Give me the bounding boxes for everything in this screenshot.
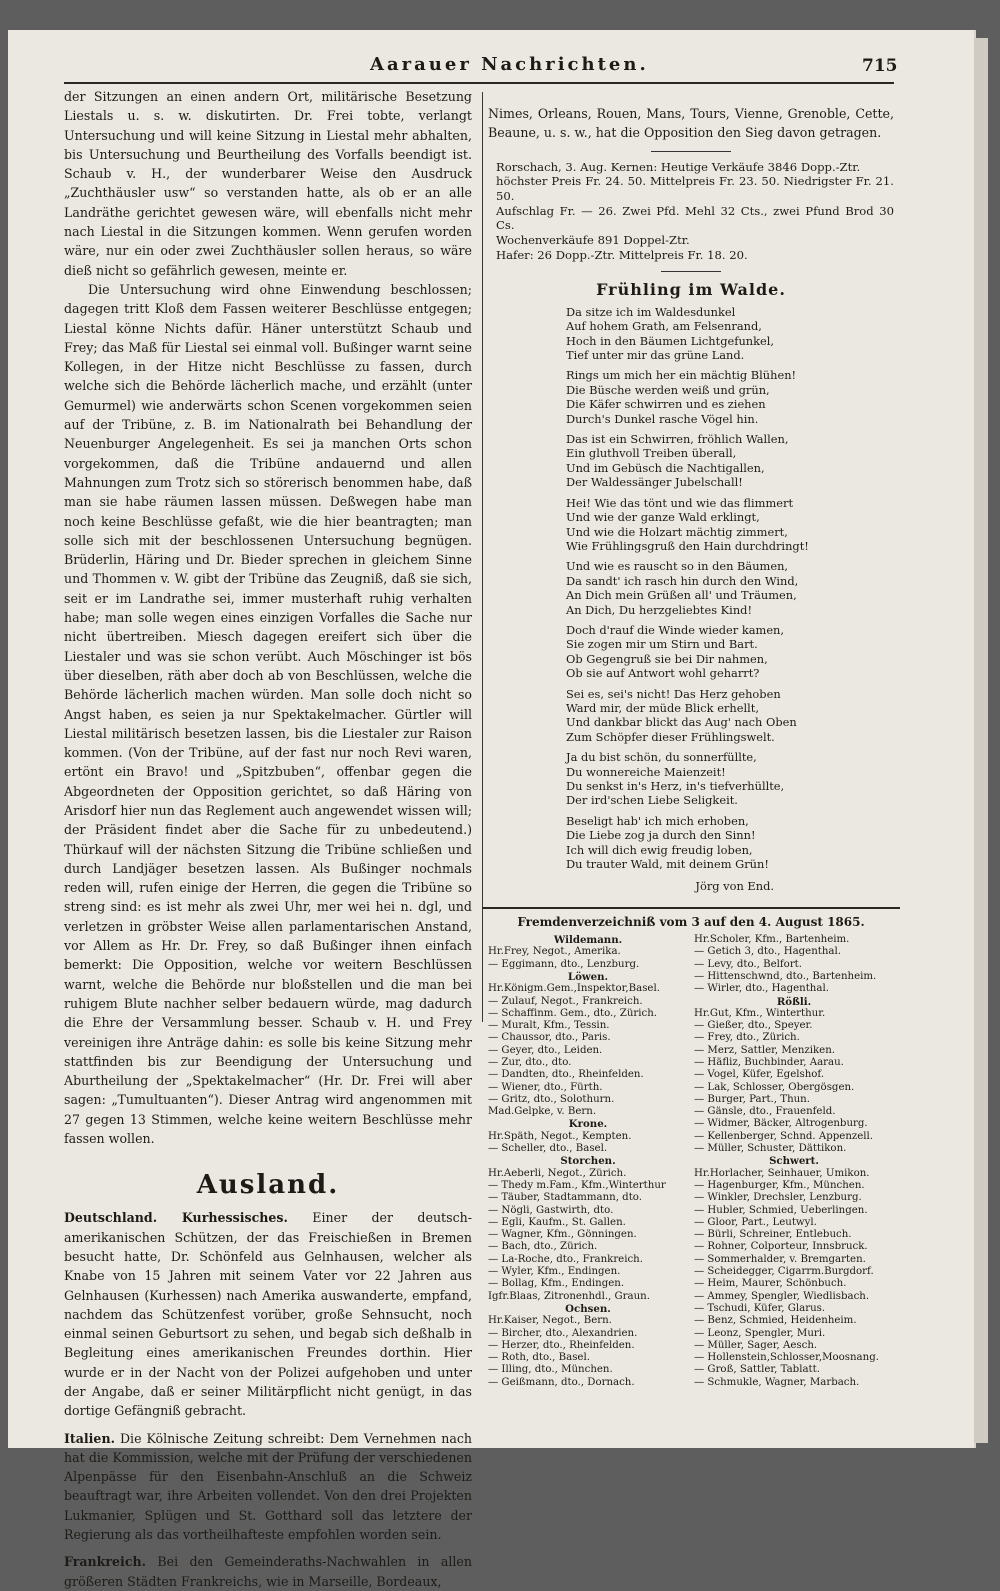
guest-entry: — Heim, Maurer, Schönbuch.: [694, 1278, 847, 1290]
poem-line: Doch d'rauf die Winde wieder kamen,: [566, 622, 785, 637]
guest-entry: Hr.Kaiser, Negot., Bern.: [488, 1315, 612, 1327]
guest-entry: — Gänsle, dto., Frauenfeld.: [694, 1106, 836, 1118]
poem-line: Auf hohem Grath, am Felsenrand,: [566, 319, 762, 334]
market-line: höchster Preis Fr. 24. 50. Mittelpreis Fr. 23. 50. Niedrigster Fr. 21. 50.: [496, 174, 894, 203]
guest-entry: — Eggimann, dto., Lenzburg.: [488, 958, 640, 970]
poem-line: Und wie die Holzart mächtig zimmert,: [566, 524, 788, 539]
guest-entry: — Hubler, Schmied, Ueberlingen.: [694, 1204, 868, 1216]
poem-line: An Dich mein Grüßen all' und Träumen,: [566, 588, 797, 603]
page-edge: [974, 38, 988, 1443]
guest-entry: — La-Roche, dto., Frankreich.: [488, 1253, 643, 1265]
poem-line: Tief unter mir das grüne Land.: [566, 348, 745, 363]
poem-line: Ein gluthvoll Treiben überall,: [566, 446, 737, 461]
separator-rule: [482, 907, 900, 909]
poem-line: Das ist ein Schwirren, fröhlich Wallen,: [566, 432, 789, 447]
hotel-heading: Krone.: [568, 1118, 608, 1131]
guest-entry: — Rohner, Colporteur, Innsbruck.: [694, 1241, 868, 1253]
poem-line: Und dankbar blickt das Aug' nach Oben: [566, 715, 797, 730]
news-france: [64, 1552, 472, 1591]
guest-entry: — Zur, dto., dto.: [488, 1057, 572, 1068]
poem-line: Ob Gegengruß sie bei Dir nahmen,: [566, 651, 768, 666]
poem-line: Ja du bist schön, du sonnerfüllte,: [566, 750, 757, 765]
guest-list-title: Fremdenverzeichniß vom 3 auf den 4. August 1865.: [517, 914, 865, 929]
poem-line: Ich will dich ewig freudig loben,: [566, 842, 753, 857]
guest-entry: — Scheller, dto., Basel.: [488, 1143, 608, 1155]
guest-entry: Hr.Königm.Gem.,Inspektor,Basel.: [488, 983, 660, 995]
guest-entry: — Wirler, dto., Hagenthal.: [694, 983, 829, 995]
poem-line: Zum Schöpfer dieser Frühlingswelt.: [566, 729, 775, 744]
hotel-heading: Löwen.: [567, 970, 609, 983]
poem-line: Hei! Wie das tönt und wie das flimmert: [566, 495, 794, 510]
guest-entry: Hr.Horlacher, Seinhauer, Umikon.: [694, 1167, 870, 1179]
guest-entry: — Egli, Kaufm., St. Gallen.: [488, 1216, 626, 1228]
guest-entry: — Thedy m.Fam., Kfm.,Winterthur: [488, 1179, 666, 1191]
guest-entry: — Scheidegger, Cigarrm.Burgdorf.: [694, 1266, 874, 1278]
hotel-heading: Storchen.: [560, 1155, 616, 1168]
column-divider: [482, 92, 483, 1022]
guest-entry: — Bürli, Schreiner, Entlebuch.: [694, 1229, 852, 1241]
poem-line: Sei es, sei's nicht! Das Herz gehoben: [566, 686, 781, 701]
market-line: Rorschach, 3. Aug. Kernen: Heutige Verkäufe 3846 Dopp.-Ztr.: [496, 159, 861, 174]
guest-entry: — Geyer, dto., Leiden.: [488, 1044, 603, 1056]
poem-line: Du senkst in's Herz, in's tiefverhüllte,: [566, 779, 785, 793]
guest-entry: — Bollag, Kfm., Endingen.: [488, 1278, 625, 1290]
guest-entry: — Muralt, Kfm., Tessin.: [488, 1020, 610, 1032]
guest-entry: — Hollenstein,Schlosser,Moosnang.: [694, 1352, 879, 1364]
poem-line: Du wonnereiche Maienzeit!: [566, 764, 726, 779]
article-paragraph: Die Untersuchung wird ohne Einwendung beschlossen; dagegen tritt Kloß dem Fassen weiterer Beschlüsse entgegen; Liestal könne Nichts dafür. Häner unterstützt Schaub und Frey; das Maß für Liestal sei einmal voll. Bußinger warnt seine Kollegen, in der Hitze nicht Beschlüsse zu fassen, durch welche sich die Behörde lächerlich mache, und erzählt (unter Gemurmel) wie anderwärts schon Scenen vorgekommen seien auf der Tribüne, z. B. im Nationalrath bei Behandlung der Neuenburger Angelegenheit. Es sei ja manchen Orts schon vorgekommen, daß die Tribüne andauernd und allen Mahnungen zum Trotz sich so störerisch benommen habe, daß man sie habe räumen lassen müssen. Deßwegen habe man noch keine Beschlüsse gefaßt, wie die hier beantragten; man solle sich mit der beschlossenen Untersuchung begnügen. Brüderlin, Häring und Dr. Bieder sprechen in gleichem Sinne und Thommen v. W. gibt der Tribüne das Zeugniß, daß sie sich, seit er im Landrathe sei, immer musterhaft ruhig verhalten habe; man solle wegen eines einzigen Vorfalles die Sache nur nicht übertreiben. Miesch dagegen ereifert sich über die Liestaler und was sie schon verübt. Auch Möschinger ist bös über dieselben, räth aber doch ab von Beschlüssen, welche die Behörde lächerlich machen würden. Man solle doch nicht so Angst haben, es seien ja nur Spektakelmacher. Gürtler will Liestal militärisch besetzen lassen, bis die Liestaler zur Raison kommen. (Von der Tribüne, auf der fast nur noch Revi waren, ertönt ein Bravo! und „Spitzbuben“, offenbar gegen die Abgeordneten der Opposition gerichtet, so daß Häring von Arisdorf hier nun das Reglement auch angewendet wissen will; der Präsident findet aber die Sache für zu unbedeutend.) Thürkauf will der nächsten Sitzung die Tribüne schließen und durch Landjäger besetzen lassen. Als Bußinger nochmals reden will, rufen einige der Herren, die gegen die Tribüne so streng sind: es ist mehr als zwei Uhr, mer wei hei n. dgl, und verletzen in gröbster Weise allen parlamentarischen Anstand, vor Allem as Hr. Dr. Frey, so daß Bußinger ihnen einfach bemerkt: Die Opposition, welche vor weitern Beschlüssen warnt, welche die Behörde nur bloßstellen und die man bei ruhigem Blute nachher selber bedauern würde, mag dadurch die Ehre der Versammlung besser. Schaub v. H. und Frey vereinigen ihre Anträge dahin: es solle bis keine Sitzung mehr stattfinden bis zur Beendigung der Untersuchung und Aburtheilung der „Spektakelmacher“ (Hr. Dr. Frei will aber sagen: „Tumultuanten“). Dieser Antrag wird angenommen mit 27 gegen 13 Stimmen, welche keine weitern Beschlüsse mehr fassen wollen.: [64, 281, 472, 1147]
poem-stanza: [566, 814, 894, 872]
poem-line: Wie Frühlingsgruß den Hain durchdringt!: [566, 538, 809, 553]
guest-entry: — Tschudi, Küfer, Glarus.: [694, 1302, 826, 1314]
guest-entry: Mad.Gelpke, v. Bern.: [488, 1106, 597, 1118]
poem-line: Durch's Dunkel rasche Vögel hin.: [566, 411, 759, 426]
guest-entry: — Bach, dto., Zürich.: [488, 1241, 598, 1253]
poem-line: Ob sie auf Antwort wohl geharrt?: [566, 666, 760, 681]
poem-stanza: [566, 368, 894, 426]
separator-rule: [651, 151, 731, 152]
guest-entry: — Leonz, Spengler, Muri.: [694, 1327, 826, 1339]
poem-line: Ward mir, der müde Blick erhellt,: [566, 700, 759, 715]
guest-entry: — Chaussor, dto., Paris.: [488, 1032, 611, 1044]
left-column: [64, 87, 472, 1591]
news-germany: [64, 1208, 472, 1420]
guest-entry: — Benz, Schmied, Heidenheim.: [694, 1315, 857, 1327]
poem-line: Und im Gebüsch die Nachtigallen,: [566, 460, 765, 475]
guest-entry: — Widmer, Bäcker, Altrogenburg.: [694, 1118, 868, 1130]
poem-stanza: [566, 750, 894, 808]
guest-entry: Igfr.Blaas, Zitronenhdl., Graun.: [488, 1290, 650, 1302]
guest-entry: — Müller, Sager, Aesch.: [694, 1339, 818, 1351]
page-number: 715: [862, 56, 898, 76]
guest-entry: — Burger, Part., Thun.: [694, 1093, 810, 1105]
guest-entry: — Ammey, Spengler, Wiedlisbach.: [694, 1290, 870, 1302]
hotel-heading: Wildemann.: [553, 934, 623, 947]
news-lead: Italien.: [64, 1430, 115, 1446]
guest-list-left-column: [488, 934, 688, 1389]
page-header-title: Aarauer Nachrichten.: [370, 54, 649, 75]
poem-line: Der Waldessänger Jubelschall!: [566, 475, 743, 490]
news-lead: Frankreich.: [64, 1554, 147, 1570]
guest-entry: — Kellenberger, Schnd. Appenzell.: [694, 1130, 874, 1142]
guest-entry: — Gießer, dto., Speyer.: [694, 1020, 813, 1032]
poem-line: An Dich, Du herzgeliebtes Kind!: [566, 602, 753, 617]
guest-entry: — Gloor, Part., Leutwyl.: [694, 1216, 817, 1228]
news-text: Einer der deutsch-amerikanischen Schützen, der das Freischießen in Bremen besucht hatte, Dr. Schönfeld aus Gelnhausen, welcher als Knabe von 15 Jahren mit seinem Vater vor 22 Jahren aus Gelnhausen (Kurhessen) nach Amerika auswanderte, empfand, nachdem das Schützenfest vorüber, große Sehnsucht, noch einmal seinen Geburtsort zu sehen, und begab sich deßhalb in Begleitung eines amerikanischen Freundes dorthin. Hier wurde er in der Nacht von der Polizei aufgehoben und unter der Angabe, daß er seiner Militärpflicht nicht genügt, in das dortige Gefängniß gebracht.: [64, 1210, 472, 1419]
poem-line: Und wie der ganze Wald erklingt,: [566, 510, 760, 525]
guest-entry: — Zulauf, Negot., Frankreich.: [488, 995, 643, 1007]
section-title-ausland: Ausland.: [196, 1170, 340, 1201]
guest-entry: — Hagenburger, Kfm., München.: [694, 1179, 865, 1191]
hotel-heading: Rößli.: [776, 995, 812, 1008]
guest-entry: — Illing, dto., München.: [488, 1364, 613, 1376]
poem-title: Frühling im Walde.: [596, 279, 786, 299]
guest-entry: — Schmukle, Wagner, Marbach.: [694, 1376, 860, 1388]
market-line: Wochenverkäufe 891 Doppel-Ztr.: [496, 233, 690, 248]
hotel-heading: Schwert.: [769, 1155, 819, 1168]
poem-line: Da sitze ich im Waldesdunkel: [566, 304, 736, 319]
guest-entry: — Vogel, Küfer, Egelshof.: [694, 1069, 825, 1081]
header-rule: [64, 82, 894, 84]
right-column: [488, 104, 894, 1389]
poem-line: Da sandt' ich rasch hin durch den Wind,: [566, 573, 799, 588]
guest-entry: Hr.Scholer, Kfm., Bartenheim.: [694, 934, 850, 946]
guest-entry: — Wiener, dto., Fürth.: [488, 1081, 603, 1093]
guest-entry: — Levy, dto., Belfort.: [694, 958, 803, 970]
poem-line: Beseligt hab' ich mich erhoben,: [566, 813, 749, 828]
guest-entry: — Roth, dto., Basel.: [488, 1352, 590, 1364]
poem-stanza: [566, 305, 894, 363]
guest-entry: Hr.Gut, Kfm., Winterthur.: [694, 1007, 826, 1019]
article-continuation: Nimes, Orleans, Rouen, Mans, Tours, Vienne, Grenoble, Cette, Beaune, u. s. w., hat die Opposition den Sieg davon getragen.: [488, 106, 894, 141]
guest-entry: — Groß, Sattler, Tablatt.: [694, 1364, 820, 1376]
guest-entry: — Geißmann, dto., Dornach.: [488, 1376, 635, 1388]
news-text: Die Kölnische Zeitung schreibt: Dem Vernehmen nach hat die Kommission, welche mit der Prüfung der verschiedenen Alpenpässe für den Eisenbahn-Anschluß an die Schweiz beauftragt war, ihre Arbeiten vollendet. Von den drei Projekten Lukmanier, Splügen und St. Gotthard soll das letztere der Regierung als das vortheilhafteste empfohlen worden sein.: [64, 1430, 472, 1543]
guest-entry: — Merz, Sattler, Menziken.: [694, 1044, 836, 1056]
guest-entry: — Dandten, dto., Rheinfelden.: [488, 1069, 644, 1081]
guest-list-right-column: [694, 934, 894, 1389]
poem-line: Rings um mich her ein mächtig Blühen!: [566, 368, 797, 383]
guest-entry: — Sommerhalder, v. Bremgarten.: [694, 1253, 866, 1265]
guest-entry: — Schaffinm. Gem., dto., Zürich.: [488, 1007, 658, 1019]
guest-list: [488, 934, 894, 1389]
guest-entry: — Lak, Schlosser, Obergösgen.: [694, 1081, 855, 1093]
poem-stanza: [566, 687, 894, 745]
news-text: Bei den Gemeinderaths-Nachwahlen in allen größeren Städten Frankreichs, wie in Marseille, Bordeaux,: [64, 1554, 472, 1589]
market-report: [496, 160, 894, 263]
guest-entry: — Täuber, Stadtammann, dto.: [488, 1192, 642, 1204]
poem-line: Die Büsche werden weiß und grün,: [566, 382, 770, 397]
guest-entry: — Winkler, Drechsler, Lenzburg.: [694, 1192, 862, 1204]
guest-entry: — Wagner, Kfm., Gönningen.: [488, 1229, 637, 1241]
guest-entry: — Häfliz, Buchbinder, Aarau.: [694, 1057, 844, 1068]
poem-line: Der ird'schen Liebe Seligkeit.: [566, 793, 738, 808]
poem-stanza: [566, 623, 894, 681]
poem-stanza: [566, 559, 894, 617]
hotel-heading: Ochsen.: [565, 1302, 611, 1315]
poem-line: Die Käfer schwirren und es ziehen: [566, 397, 766, 412]
poem-line: Die Liebe zog ja durch den Sinn!: [566, 828, 756, 843]
poem-stanza: [566, 432, 894, 490]
poem-line: Du trauter Wald, mit deinem Grün!: [566, 857, 769, 872]
market-line: Hafer: 26 Dopp.-Ztr. Mittelpreis Fr. 18. 20.: [496, 247, 748, 262]
news-italy: [64, 1429, 472, 1545]
market-line: Aufschlag Fr. — 26. Zwei Pfd. Mehl 32 Cts., zwei Pfund Brod 30 Cs.: [496, 203, 894, 233]
guest-entry: — Gritz, dto., Solothurn.: [488, 1093, 615, 1105]
guest-entry: — Herzer, dto., Rheinfelden.: [488, 1339, 635, 1351]
poem: [566, 305, 894, 872]
separator-rule: [661, 271, 721, 272]
poem-stanza: [566, 496, 894, 554]
guest-entry: — Hittenschwnd, dto., Bartenheim.: [694, 970, 877, 982]
guest-entry: — Bircher, dto., Alexandrien.: [488, 1327, 638, 1339]
guest-entry: Hr.Frey, Negot., Amerika.: [488, 946, 621, 958]
guest-entry: — Frey, dto., Zürich.: [694, 1032, 800, 1044]
guest-entry: — Müller, Schuster, Dättikon.: [694, 1143, 847, 1155]
poem-author: Jörg von End.: [695, 879, 774, 894]
poem-line: Sie zogen mir um Stirn und Bart.: [566, 637, 758, 652]
news-lead: Deutschland. Kurhessisches.: [64, 1210, 288, 1226]
guest-entry: — Nögli, Gastwirth, dto.: [488, 1204, 614, 1216]
guest-entry: Hr.Aeberli, Negot., Zürich.: [488, 1167, 627, 1179]
article-paragraph: der Sitzungen an einen andern Ort, militärische Besetzung Liestals u. s. w. diskutirten. Dr. Frei tobte, verlangt Untersuchung und will keine Sitzung in Liestal mehr abhalten, bis Untersuchung und Beurtheilung des Vorfalls beendigt ist. Schaub v. H., der wunderbarer Weise den Ausdruck „Zuchthäusler usw“ so verstanden hatte, als ob er an alle Landräthe gerichtet gewesen wäre, will ebenfalls nicht mehr nach Liestal in die Sitzungen kommen. Wenn gerufen worden wäre, nur ein oder zwei Zuchthäusler sollen heraus, so wäre dieß nicht so gefährlich gewesen, meinte er.: [64, 89, 472, 278]
guest-entry: Hr.Späth, Negot., Kempten.: [488, 1130, 632, 1142]
poem-line: Hoch in den Bäumen Lichtgefunkel,: [566, 333, 775, 348]
guest-entry: — Wyler, Kfm., Endingen.: [488, 1266, 621, 1278]
guest-entry: — Getich 3, dto., Hagenthal.: [694, 946, 841, 958]
poem-line: Und wie es rauscht so in den Bäumen,: [566, 559, 789, 574]
